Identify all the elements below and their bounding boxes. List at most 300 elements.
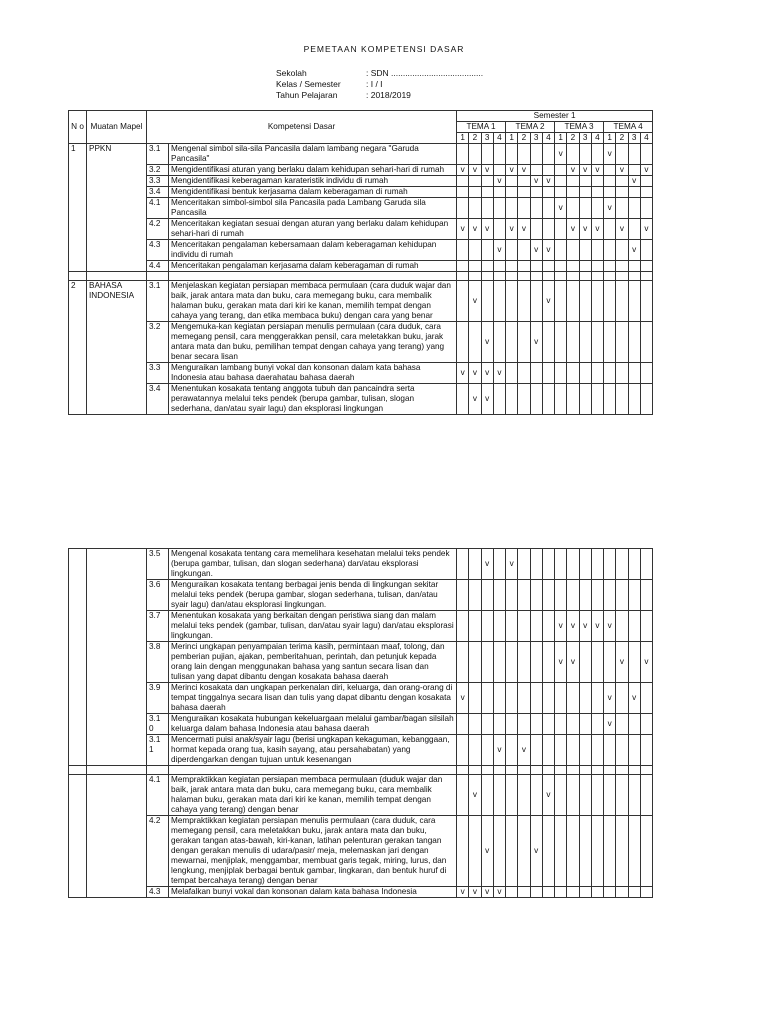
check-cell <box>555 816 567 887</box>
check-cell <box>518 261 530 272</box>
check-cell <box>616 322 628 363</box>
check-cell <box>591 322 603 363</box>
kd-code: 3.6 <box>147 580 169 611</box>
table-row <box>69 735 653 766</box>
check-cell <box>567 384 579 415</box>
check-cell <box>567 816 579 887</box>
check-cell <box>640 384 652 415</box>
check-cell <box>579 144 591 165</box>
check-cell <box>506 281 518 322</box>
check-cell <box>518 322 530 363</box>
check-cell <box>506 144 518 165</box>
check-cell <box>518 144 530 165</box>
kd-description: Menceritakan pengalaman kerjasama dalam keberagaman di rumah <box>169 261 457 272</box>
check-cell <box>567 281 579 322</box>
group-number <box>69 775 87 898</box>
group-number <box>69 549 87 766</box>
check-cell <box>457 580 469 611</box>
header-week-number: 4 <box>591 133 603 144</box>
check-cell <box>555 735 567 766</box>
kd-code: 3.1 <box>147 144 169 165</box>
check-cell <box>506 735 518 766</box>
check-cell <box>493 683 505 714</box>
check-cell <box>457 611 469 642</box>
check-cell <box>567 198 579 219</box>
document-title: PEMETAAN KOMPETENSI DASAR <box>303 44 465 54</box>
kd-mapping-table-part-1 <box>68 110 653 415</box>
check-cell <box>579 176 591 187</box>
check-cell <box>530 187 542 198</box>
check-cell: v <box>493 887 505 898</box>
check-cell <box>542 611 554 642</box>
check-cell <box>506 580 518 611</box>
check-cell <box>640 775 652 816</box>
check-cell <box>518 549 530 580</box>
check-cell: v <box>591 165 603 176</box>
kd-description: Mengenal kosakata tentang cara memelihara kesehatan melalui teks pendek (berupa gambar, tulisan, dan slogan sederhana) dan/atau eksplorasi lingkungan. <box>169 549 457 580</box>
kd-code: 4.4 <box>147 261 169 272</box>
check-cell <box>555 176 567 187</box>
header-week-number: 1 <box>555 133 567 144</box>
check-cell <box>591 240 603 261</box>
check-cell <box>542 735 554 766</box>
kd-description: Merinci kosakata dan ungkapan perkenalan diri, keluarga, dan orang-orang di tempat tinggalnya secara lisan dan tulis yang dapat dibantu dengan kosakata bahasa daerah <box>169 683 457 714</box>
info-tahun-pelajaran <box>276 90 411 100</box>
check-cell <box>542 549 554 580</box>
check-cell: v <box>640 219 652 240</box>
check-cell: v <box>542 775 554 816</box>
check-cell <box>628 165 640 176</box>
check-cell: v <box>640 165 652 176</box>
empty-cell <box>518 272 530 281</box>
check-cell <box>469 240 481 261</box>
check-cell <box>493 611 505 642</box>
kd-description: Mencermati puisi anak/syair lagu (berisi ungkapan kekaguman, kebanggaan, hormat kepada orang tua, kasih sayang, atau persahabatan) yang diperdengarkan dengan tujuan untuk kesenangan <box>169 735 457 766</box>
check-cell <box>530 549 542 580</box>
check-cell <box>604 363 616 384</box>
check-cell <box>481 735 493 766</box>
check-cell <box>616 198 628 219</box>
check-cell <box>567 887 579 898</box>
kd-code: 3.9 <box>147 683 169 714</box>
check-cell: v <box>481 384 493 415</box>
check-cell: v <box>457 165 469 176</box>
check-cell <box>518 816 530 887</box>
check-cell <box>591 735 603 766</box>
check-cell <box>628 549 640 580</box>
header-week-number: 1 <box>457 133 469 144</box>
check-cell: v <box>628 683 640 714</box>
check-cell <box>530 714 542 735</box>
kd-code: 4.3 <box>147 240 169 261</box>
check-cell <box>518 187 530 198</box>
check-cell <box>591 580 603 611</box>
header-week-number: 4 <box>493 133 505 144</box>
check-cell: v <box>628 176 640 187</box>
check-cell: v <box>616 642 628 683</box>
table-row <box>69 549 653 580</box>
group-mapel: PPKN <box>87 144 147 272</box>
header-week-number: 4 <box>542 133 554 144</box>
check-cell <box>555 775 567 816</box>
check-cell <box>493 144 505 165</box>
check-cell: v <box>604 683 616 714</box>
table-row <box>69 642 653 683</box>
check-cell: v <box>518 219 530 240</box>
check-cell: v <box>469 887 481 898</box>
check-cell <box>542 198 554 219</box>
check-cell: v <box>604 611 616 642</box>
check-cell <box>591 261 603 272</box>
check-cell <box>567 735 579 766</box>
check-cell <box>640 683 652 714</box>
check-cell <box>530 735 542 766</box>
check-cell: v <box>457 219 469 240</box>
kd-description: Menceritakan kegiatan sesuai dengan aturan yang berlaku dalam kehidupan sehari-hari di rumah <box>169 219 457 240</box>
check-cell <box>530 261 542 272</box>
kd-description: Menguraikan kosakata hubungan kekeluargaan melalui gambar/bagan silsilah keluarga dalam bahasa Indonesia atau bahasa daerah <box>169 714 457 735</box>
check-cell <box>506 775 518 816</box>
kd-code: 3.4 <box>147 187 169 198</box>
check-cell <box>481 775 493 816</box>
check-cell <box>616 816 628 887</box>
check-cell <box>628 322 640 363</box>
check-cell <box>616 144 628 165</box>
empty-cell <box>579 272 591 281</box>
check-cell <box>628 384 640 415</box>
check-cell <box>506 887 518 898</box>
check-cell <box>518 611 530 642</box>
table-row <box>69 714 653 735</box>
kd-code: 3.3 <box>147 363 169 384</box>
check-cell <box>567 714 579 735</box>
check-cell: v <box>542 240 554 261</box>
check-cell <box>493 261 505 272</box>
check-cell <box>604 219 616 240</box>
check-cell <box>457 198 469 219</box>
check-cell <box>579 549 591 580</box>
table-row <box>69 261 653 272</box>
check-cell: v <box>579 219 591 240</box>
check-cell <box>530 775 542 816</box>
table-row <box>69 322 653 363</box>
empty-cell <box>567 766 579 775</box>
check-cell <box>469 735 481 766</box>
check-cell <box>555 240 567 261</box>
empty-cell <box>69 766 87 775</box>
check-cell: v <box>530 176 542 187</box>
empty-cell <box>518 766 530 775</box>
check-cell <box>530 683 542 714</box>
table-row <box>69 887 653 898</box>
table-row <box>69 240 653 261</box>
check-cell: v <box>457 887 469 898</box>
check-cell: v <box>469 775 481 816</box>
empty-cell <box>481 766 493 775</box>
check-cell <box>579 683 591 714</box>
check-cell <box>628 735 640 766</box>
check-cell <box>604 322 616 363</box>
check-cell <box>591 144 603 165</box>
empty-cell <box>169 766 457 775</box>
check-cell: v <box>616 165 628 176</box>
check-cell <box>469 261 481 272</box>
kd-description: Menentukan kosakata tentang anggota tubuh dan pancaindra serta perawatannya melalui teks pendek (berupa gambar, tulisan, slogan sederhana, dan/atau syair lagu) dan eksplorasi lingkungan <box>169 384 457 415</box>
check-cell <box>579 642 591 683</box>
check-cell <box>457 775 469 816</box>
kd-code: 4.1 <box>147 198 169 219</box>
header-week-number: 2 <box>616 133 628 144</box>
check-cell <box>616 775 628 816</box>
check-cell <box>518 176 530 187</box>
check-cell <box>616 261 628 272</box>
check-cell <box>530 642 542 683</box>
check-cell <box>481 611 493 642</box>
group-number: 1 <box>69 144 87 272</box>
check-cell <box>457 735 469 766</box>
header-week-number: 3 <box>579 133 591 144</box>
check-cell <box>567 176 579 187</box>
check-cell <box>555 549 567 580</box>
kd-code: 3.2 <box>147 165 169 176</box>
check-cell <box>555 683 567 714</box>
check-cell <box>628 144 640 165</box>
info-label: Sekolah <box>276 68 307 78</box>
check-cell <box>604 887 616 898</box>
check-cell <box>628 187 640 198</box>
group-mapel <box>87 549 147 766</box>
check-cell <box>457 240 469 261</box>
check-cell: v <box>506 549 518 580</box>
check-cell <box>530 165 542 176</box>
check-cell <box>555 887 567 898</box>
check-cell <box>518 642 530 683</box>
kd-code: 3.4 <box>147 384 169 415</box>
check-cell: v <box>604 198 616 219</box>
check-cell <box>640 240 652 261</box>
check-cell <box>640 144 652 165</box>
check-cell <box>506 187 518 198</box>
check-cell: v <box>469 165 481 176</box>
check-cell <box>628 611 640 642</box>
check-cell <box>542 187 554 198</box>
empty-cell <box>640 272 652 281</box>
kd-description: Menentukan kosakata yang berkaitan dengan peristiwa siang dan malam melalui teks pendek (gambar, tulisan, dan/atau syair lagu) dan/atau eksplorasi lingkungan. <box>169 611 457 642</box>
info-label: Kelas / Semester <box>276 79 341 89</box>
check-cell <box>493 775 505 816</box>
check-cell <box>555 363 567 384</box>
table-row <box>69 611 653 642</box>
check-cell: v <box>469 219 481 240</box>
check-cell <box>506 683 518 714</box>
empty-cell <box>69 272 87 281</box>
check-cell <box>567 549 579 580</box>
check-cell <box>616 240 628 261</box>
check-cell <box>518 580 530 611</box>
check-cell <box>604 642 616 683</box>
check-cell <box>493 219 505 240</box>
check-cell <box>604 261 616 272</box>
check-cell <box>616 384 628 415</box>
table-row <box>69 176 653 187</box>
empty-cell <box>87 272 147 281</box>
empty-cell <box>493 766 505 775</box>
check-cell <box>567 363 579 384</box>
table-row <box>69 683 653 714</box>
check-cell <box>518 683 530 714</box>
check-cell <box>518 775 530 816</box>
empty-cell <box>457 766 469 775</box>
check-cell <box>518 240 530 261</box>
kd-description: Mengidentifikasi aturan yang berlaku dalam kehidupan sehari-hari di rumah <box>169 165 457 176</box>
check-cell: v <box>616 219 628 240</box>
check-cell <box>640 549 652 580</box>
kd-code: 3.8 <box>147 642 169 683</box>
header-week-number: 3 <box>530 133 542 144</box>
empty-cell <box>591 272 603 281</box>
check-cell <box>481 198 493 219</box>
check-cell <box>555 714 567 735</box>
check-cell <box>616 580 628 611</box>
check-cell <box>469 714 481 735</box>
table-row <box>69 580 653 611</box>
check-cell <box>604 775 616 816</box>
check-cell <box>616 735 628 766</box>
check-cell <box>640 714 652 735</box>
kd-description: Menceritakan pengalaman kebersamaan dalam keberagaman kehidupan individu di rumah <box>169 240 457 261</box>
check-cell: v <box>542 176 554 187</box>
check-cell <box>518 363 530 384</box>
check-cell <box>457 176 469 187</box>
empty-cell <box>147 766 169 775</box>
check-cell <box>628 281 640 322</box>
check-cell: v <box>530 322 542 363</box>
check-cell <box>579 384 591 415</box>
check-cell: v <box>591 219 603 240</box>
check-cell <box>493 198 505 219</box>
check-cell <box>591 363 603 384</box>
table-row <box>69 384 653 415</box>
info-value: : I / I <box>366 79 383 89</box>
empty-cell <box>640 766 652 775</box>
group-number: 2 <box>69 281 87 415</box>
check-cell <box>493 165 505 176</box>
check-cell <box>518 281 530 322</box>
kd-code: 4.1 <box>147 775 169 816</box>
check-cell <box>604 816 616 887</box>
header-tema-4: TEMA 4 <box>604 122 653 133</box>
check-cell: v <box>506 219 518 240</box>
check-cell <box>469 322 481 363</box>
check-cell <box>555 261 567 272</box>
check-cell <box>469 144 481 165</box>
check-cell <box>591 198 603 219</box>
check-cell <box>591 775 603 816</box>
check-cell <box>481 176 493 187</box>
check-cell <box>469 187 481 198</box>
check-cell: v <box>530 240 542 261</box>
check-cell <box>579 580 591 611</box>
check-cell: v <box>567 165 579 176</box>
check-cell <box>604 549 616 580</box>
check-cell <box>579 261 591 272</box>
check-cell <box>628 580 640 611</box>
header-tema-1: TEMA 1 <box>457 122 506 133</box>
check-cell: v <box>555 198 567 219</box>
check-cell <box>469 549 481 580</box>
kd-description: Menguraikan lambang bunyi vokal dan konsonan dalam kata bahasa Indonesia atau bahasa daerahatau bahasa daerah <box>169 363 457 384</box>
check-cell <box>640 176 652 187</box>
check-cell: v <box>567 642 579 683</box>
check-cell <box>469 580 481 611</box>
check-cell <box>542 165 554 176</box>
header-semester: Semester 1 <box>457 111 653 122</box>
check-cell <box>530 198 542 219</box>
empty-cell <box>555 766 567 775</box>
info-sekolah <box>276 68 483 78</box>
check-cell: v <box>555 611 567 642</box>
check-cell <box>457 714 469 735</box>
table-row <box>69 198 653 219</box>
check-cell <box>469 683 481 714</box>
check-cell: v <box>493 240 505 261</box>
check-cell <box>640 580 652 611</box>
header-tema-2: TEMA 2 <box>506 122 555 133</box>
kd-description: Menceritakan simbol-simbol sila Pancasila pada Lambang Garuda sila Pancasila <box>169 198 457 219</box>
check-cell <box>518 887 530 898</box>
check-cell <box>628 261 640 272</box>
check-cell <box>493 816 505 887</box>
table-row <box>69 281 653 322</box>
check-cell <box>481 714 493 735</box>
kd-code: 3.1 0 <box>147 714 169 735</box>
check-cell: v <box>481 219 493 240</box>
check-cell: v <box>579 165 591 176</box>
check-cell <box>481 261 493 272</box>
check-cell <box>555 322 567 363</box>
check-cell <box>579 714 591 735</box>
check-cell <box>530 384 542 415</box>
check-cell <box>640 363 652 384</box>
check-cell <box>469 642 481 683</box>
kd-description: Mengidentifikasi keberagaman karateristik individu di rumah <box>169 176 457 187</box>
check-cell <box>616 363 628 384</box>
check-cell <box>457 261 469 272</box>
check-cell <box>628 887 640 898</box>
check-cell <box>506 363 518 384</box>
check-cell <box>457 549 469 580</box>
check-cell <box>604 735 616 766</box>
check-cell <box>481 580 493 611</box>
check-cell <box>542 816 554 887</box>
check-cell <box>530 611 542 642</box>
check-cell <box>542 683 554 714</box>
empty-cell <box>591 766 603 775</box>
check-cell <box>555 187 567 198</box>
check-cell <box>616 683 628 714</box>
check-cell: v <box>506 165 518 176</box>
group-mapel <box>87 775 147 898</box>
check-cell <box>457 187 469 198</box>
check-cell <box>616 176 628 187</box>
check-cell: v <box>481 363 493 384</box>
check-cell <box>616 714 628 735</box>
group-mapel: BAHASA INDONESIA <box>87 281 147 415</box>
header-week-number: 3 <box>481 133 493 144</box>
check-cell <box>542 322 554 363</box>
kd-code: 3.2 <box>147 322 169 363</box>
check-cell: v <box>530 816 542 887</box>
